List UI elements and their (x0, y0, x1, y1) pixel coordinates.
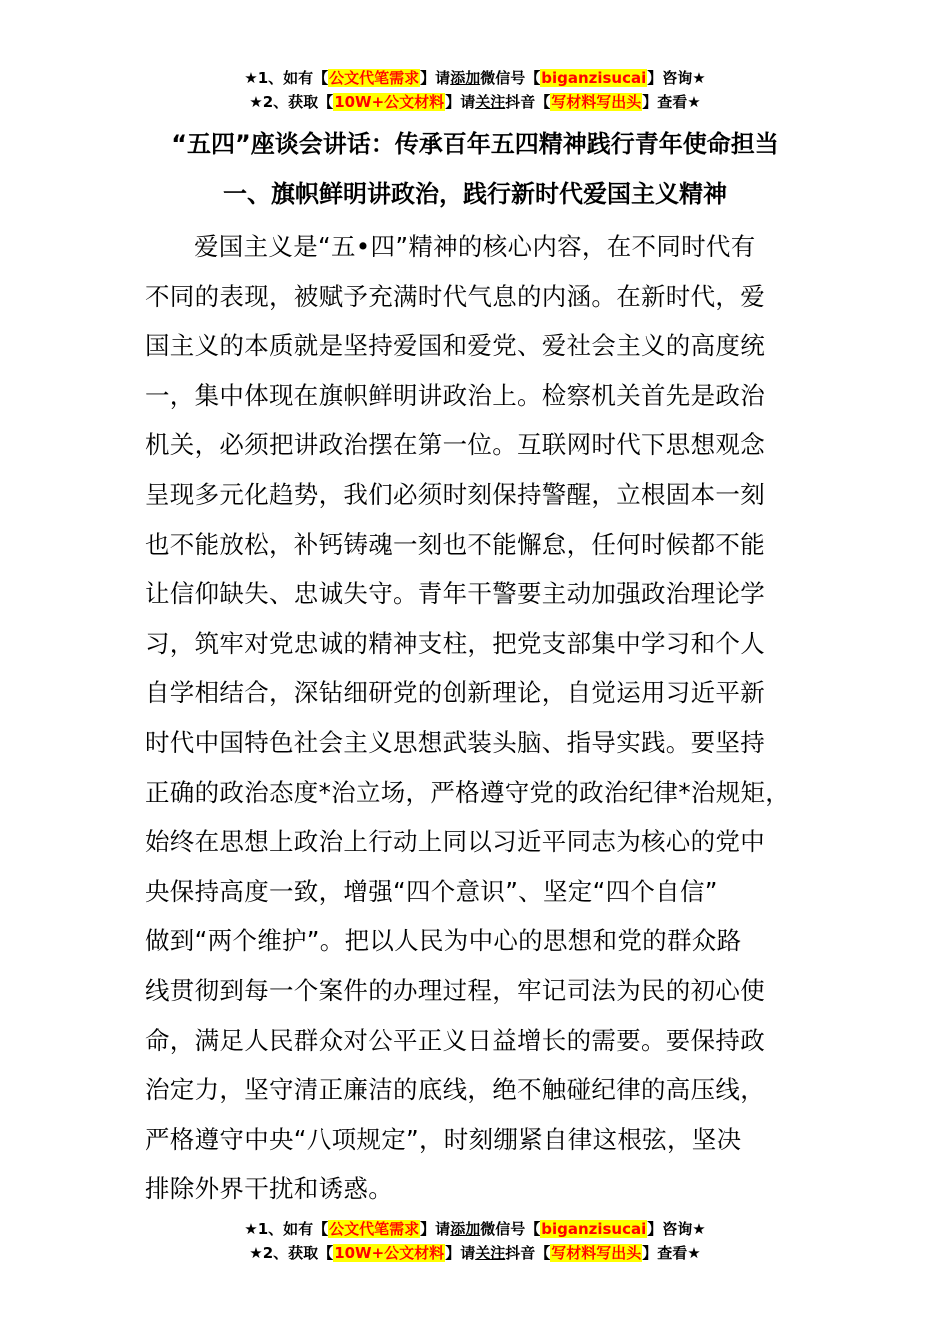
paragraph-line: 时代中国特色社会主义思想武装头脑、指导实践。要坚持 (145, 727, 765, 757)
banner-text: 】查看★ (642, 93, 701, 111)
highlight-wechat-id: biganzisucai (541, 69, 647, 87)
banner-text: 抖音【 (505, 1244, 551, 1262)
banner-text: 】请 (445, 93, 476, 111)
banner-line-2 (0, 1241, 950, 1265)
banner-line-1 (0, 1217, 950, 1241)
banner-text: 】请 (445, 1244, 476, 1262)
paragraph-line: 机关，必须把讲政治摆在第一位。互联网时代下思想观念 (145, 430, 765, 460)
paragraph-line: 线贯彻到每一个案件的办理过程，牢记司法为民的初心使 (145, 975, 765, 1005)
banner-text: 】请 (420, 1220, 451, 1238)
highlight-ghostwriting: 公文代笔需求 (329, 1220, 420, 1238)
banner-line-2 (0, 90, 950, 114)
paragraph-line: 也不能放松，补钙铸魂一刻也不能懈怠，任何时候都不能 (145, 529, 765, 559)
paragraph-line: 让信仰缺失、忠诚失守。青年干警要主动加强政治理论学 (145, 579, 765, 609)
banner-text: 】请 (420, 69, 451, 87)
underline-add: 添加 (450, 1220, 481, 1238)
banner-text: ★1、如有【 (244, 1220, 329, 1238)
paragraph-line: 爱国主义是“五•四”精神的核心内容，在不同时代有 (194, 232, 756, 261)
highlight-materials: 10W+公文材料 (334, 93, 445, 111)
paragraph-line: 国主义的本质就是坚持爱国和爱党、爱社会主义的高度统 (145, 331, 765, 361)
paragraph-line: 始终在思想上政治上行动上同以习近平同志为核心的党中 (145, 827, 765, 857)
paragraph-line: 一，集中体现在旗帜鲜明讲政治上。检察机关首先是政治 (145, 380, 765, 410)
highlight-materials: 10W+公文材料 (334, 1244, 445, 1262)
banner-text: ★2、获取【 (249, 1244, 334, 1262)
underline-follow: 关注 (475, 1244, 506, 1262)
banner-text: 抖音【 (505, 93, 551, 111)
paragraph-line: 排除外界干扰和诱惑。 (145, 1174, 393, 1204)
banner-line-1 (0, 66, 950, 90)
paragraph-line: 自学相结合，深钻细研党的创新理论，自觉运用习近平新 (145, 678, 765, 708)
banner-text: 微信号【 (480, 1220, 541, 1238)
paragraph-line: 严格遵守中央“八项规定”，时刻绷紧自律这根弦，坚决 (145, 1124, 742, 1154)
underline-follow: 关注 (475, 93, 506, 111)
paragraph-line: 治定力，坚守清正廉洁的底线，绝不触碰纪律的高压线， (145, 1075, 765, 1105)
highlight-douyin-account: 写材料写出头 (551, 1244, 642, 1262)
banner-text: 微信号【 (480, 69, 541, 87)
highlight-ghostwriting: 公文代笔需求 (329, 69, 420, 87)
paragraph-line: 习，筑牢对党忠诚的精神支柱，把党支部集中学习和个人 (145, 628, 765, 658)
paragraph-line: 呈现多元化趋势，我们必须时刻保持警醒，立根固本一刻 (145, 479, 765, 509)
banner-text: 】咨询★ (647, 69, 706, 87)
banner-text: ★2、获取【 (249, 93, 334, 111)
highlight-wechat-id: biganzisucai (541, 1220, 647, 1238)
underline-add: 添加 (450, 69, 481, 87)
document-title: “五四”座谈会讲话：传承百年五四精神践行青年使命担当 (171, 130, 779, 158)
section-heading: 一、旗帜鲜明讲政治，践行新时代爱国主义精神 (223, 180, 727, 208)
banner-text: ★1、如有【 (244, 69, 329, 87)
banner-text: 】查看★ (642, 1244, 701, 1262)
paragraph-line: 命，满足人民群众对公平正义日益增长的需要。要保持政 (145, 1025, 765, 1055)
header-banner (0, 66, 950, 114)
footer-banner (0, 1217, 950, 1265)
highlight-douyin-account: 写材料写出头 (551, 93, 642, 111)
body-paragraph (145, 222, 845, 1214)
paragraph-line: 做到“两个维护”。把以人民为中心的思想和党的群众路 (145, 926, 742, 956)
paragraph-line: 不同的表现，被赋予充满时代气息的内涵。在新时代，爱 (145, 281, 765, 311)
paragraph-line: 央保持高度一致，增强“四个意识”、坚定“四个自信” (145, 876, 718, 906)
banner-text: 】咨询★ (647, 1220, 706, 1238)
paragraph-line: 正确的政治态度*治立场，严格遵守党的政治纪律*治规矩， (145, 777, 791, 807)
